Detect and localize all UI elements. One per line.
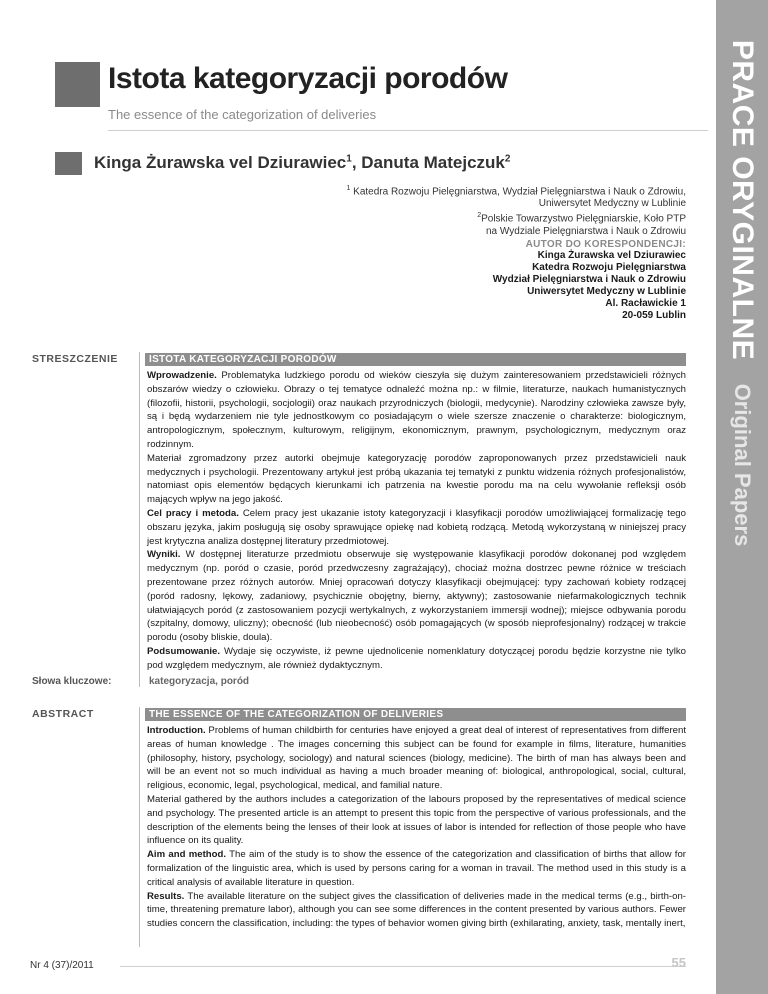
authors-marker-square <box>55 152 82 175</box>
author-1-affil: 1 <box>346 153 352 165</box>
paragraph: Results. The available literature on the subject gives the classification of deliveries made in the medical terms (e.g., birth-on-time, threatening premature labor), although you can see some differences in the content presented by various authors. Fewer studies concern the classification, including: the types of behavior women giving birth (exhilarating, anxiety, task, mentally inert, <box>147 890 686 930</box>
paragraph: Cel pracy i metoda. Celem pracy jest ukazanie istoty kategoryzacji i klasyfikacji porodów umożliwiającej formalizację tego obszaru języka, jakim posługują się osoby sprawujące opiekę nad kobietą rodzącą. Metodą wykorzystaną w niniejszej pracy jest krytyczna analiza dostępnej literatury przedmiotowej. <box>147 507 686 547</box>
paragraph: Podsumowanie. Wydaje się oczywiste, iż pewne ujednolicenie nomenklatury dotyczącej porodu będzie korzystne nie tylko pod względem medycznym, ale również dydaktycznym. <box>147 645 686 671</box>
issue-number: Nr 4 (37)/2011 <box>30 960 94 971</box>
abstract-label: ABSTRACT <box>32 708 94 720</box>
affiliation-line: na Wydziale Pielęgniarstwa i Nauk o Zdrowiu <box>486 225 686 237</box>
streszczenie-rule <box>139 352 140 687</box>
page-number: 55 <box>671 955 686 970</box>
author-sep: , <box>351 153 362 172</box>
abstract-heading: THE ESSENCE OF THE CATEGORIZATION OF DELIVERIES <box>145 708 686 721</box>
affiliation-line: $^2$Polskie Towarzystwo Pielęgniarskie, Koło PTP <box>477 212 686 225</box>
correspondence-heading: AUTOR DO KORESPONDENCJI: <box>525 239 686 250</box>
abstract-body <box>147 724 686 931</box>
affiliation-line: $^1$ Katedra Rozwoju Pielęgniarstwa, Wydział Pielęgniarstwa i Nauk o Zdrowiu, <box>346 185 686 198</box>
abstract-rule <box>139 707 140 947</box>
article-subtitle: The essence of the categorization of deliveries <box>108 107 377 122</box>
paragraph: Materiał zgromadzony przez autorki obejmuje kategoryzację porodów zaproponowanych przez przedstawicieli nauk medycznych i psychologii. Prezentowany artykuł jest próbą ukazania tej tematyki z punktu widzenia różnych profesjonalistów, natomiast opis elementów będących kierunkami ich patrzenia na kwestie porodu ma na celu wywołanie refleksji osób mających wpływ na jego jakość. <box>147 452 686 506</box>
article-title: Istota kategoryzacji porodów <box>108 62 508 95</box>
correspondence-address: Kinga Żurawska vel Dziurawiec Katedra Rozwoju Pielęgniarstwa Wydział Pielęgniarstwa i Nauk o Zdrowiu Uniwersytet Medyczny w Lublinie Al. Racławickie 1 20-059 Lublin <box>492 250 686 321</box>
authors <box>94 153 510 173</box>
author-2-affil: 2 <box>504 153 511 165</box>
section-sidebar <box>716 0 768 994</box>
keywords-label: Słowa kluczowe: <box>32 676 112 687</box>
keywords-value: kategoryzacja, poród <box>149 676 250 687</box>
paragraph: Introduction. Problems of human childbirth for centuries have enjoyed a great deal of interest of representatives from different areas of human knowledge . The images concerning this subject can be found for example in films, literature, humanities (philosophy, history, psychology, sociology) and natural sciences (biology, medicine). The birth of man has always been and will be an event not so much individual as having a much broader meaning of: biological, anthropological, social, cultural, religious, economic, legal, psychological, medical, and familial nature. <box>147 725 686 792</box>
section-label-en: Original Papers <box>730 383 755 547</box>
paragraph: Aim and method. The aim of the study is to show the essence of the categorization and classification of births that allow for formalization of the linguistic area, which is used by persons caring for a woman in travail. The method used in this study is a critical analysis of available literature in question. <box>147 849 686 888</box>
paragraph: Wprowadzenie. Problematyka ludzkiego porodu od wieków cieszyła się dużym zainteresowaniem przedstawicieli różnych obszarów wiedzy o człowieku. Obrazy o tej tematyce odnaleźć można np.: w filmie, literaturze, naukach humanistycznych (filozofii, historii, psychologii, socjologii) oraz naukach przyrodniczych (biologii, medycynie). Narodziny człowieka zawsze były, są i będą wydarzeniem nie tyle jednostkowym co posiadającym o wiele szersze znaczenie o charakterze: biologicznym, antropologicznym, społecznym, kulturowym, religijnym, ekonomicznym, prawnym, psychologicznym, medycznym oraz rodzinnym. <box>147 370 686 450</box>
title-marker-square <box>55 62 100 107</box>
title-divider <box>108 130 708 131</box>
paragraph: Wyniki. W dostępnej literaturze przedmiotu obserwuje się występowanie klasyfikacji porodów dokonanej pod względem medycznym (np. poród o czasie, poród przedwczesny zagrażający), chociaż można dostrzec pewne różnice w treściach prezentowane przez różnych autorów. Mniej opracowań dotyczy klasyfikacji obejmującej: typy zachowań kobiety rodzącej (poród radosny, lękowy, zadaniowy, psychicznie obojętny, bierny, aktywny); zastosowanie niefarmakologicznych technik ułatwiających poród (z zastosowaniem pozycji wertykalnych, z wykorzystaniem immersji wodnej); miejsce odbywania porodu (szpitalny, domowy, uliczny); obecność (lub nieobecność) osób pomagających (w sposób nieprofesjonalny) rodzącej w trakcie porodu (osoby bliskie, doula). <box>147 549 686 644</box>
streszczenie-label: STRESZCZENIE <box>32 353 118 365</box>
streszczenie-heading: ISTOTA KATEGORYZACJI PORODÓW <box>145 353 686 366</box>
affiliations <box>326 183 686 238</box>
affiliation-line: Uniwersytet Medyczny w Lublinie <box>538 198 686 210</box>
author-2: Danuta Matejczuk <box>361 153 505 172</box>
streszczenie-body <box>147 369 686 673</box>
section-label-pl: PRACE ORYGINALNE <box>726 39 759 361</box>
paragraph: Material gathered by the authors includes a categorization of the labours proposed by the representatives of medical science and psychology. The presented article is an attempt to present this topic from the perspective of various professionals, and the description of the elements being the lenses of their look at issues of labor is intended for reflection of those people who have influence on its quality. <box>147 793 686 847</box>
author-1: Kinga Żurawska vel Dziurawiec <box>94 153 347 172</box>
footer-divider <box>120 966 686 967</box>
